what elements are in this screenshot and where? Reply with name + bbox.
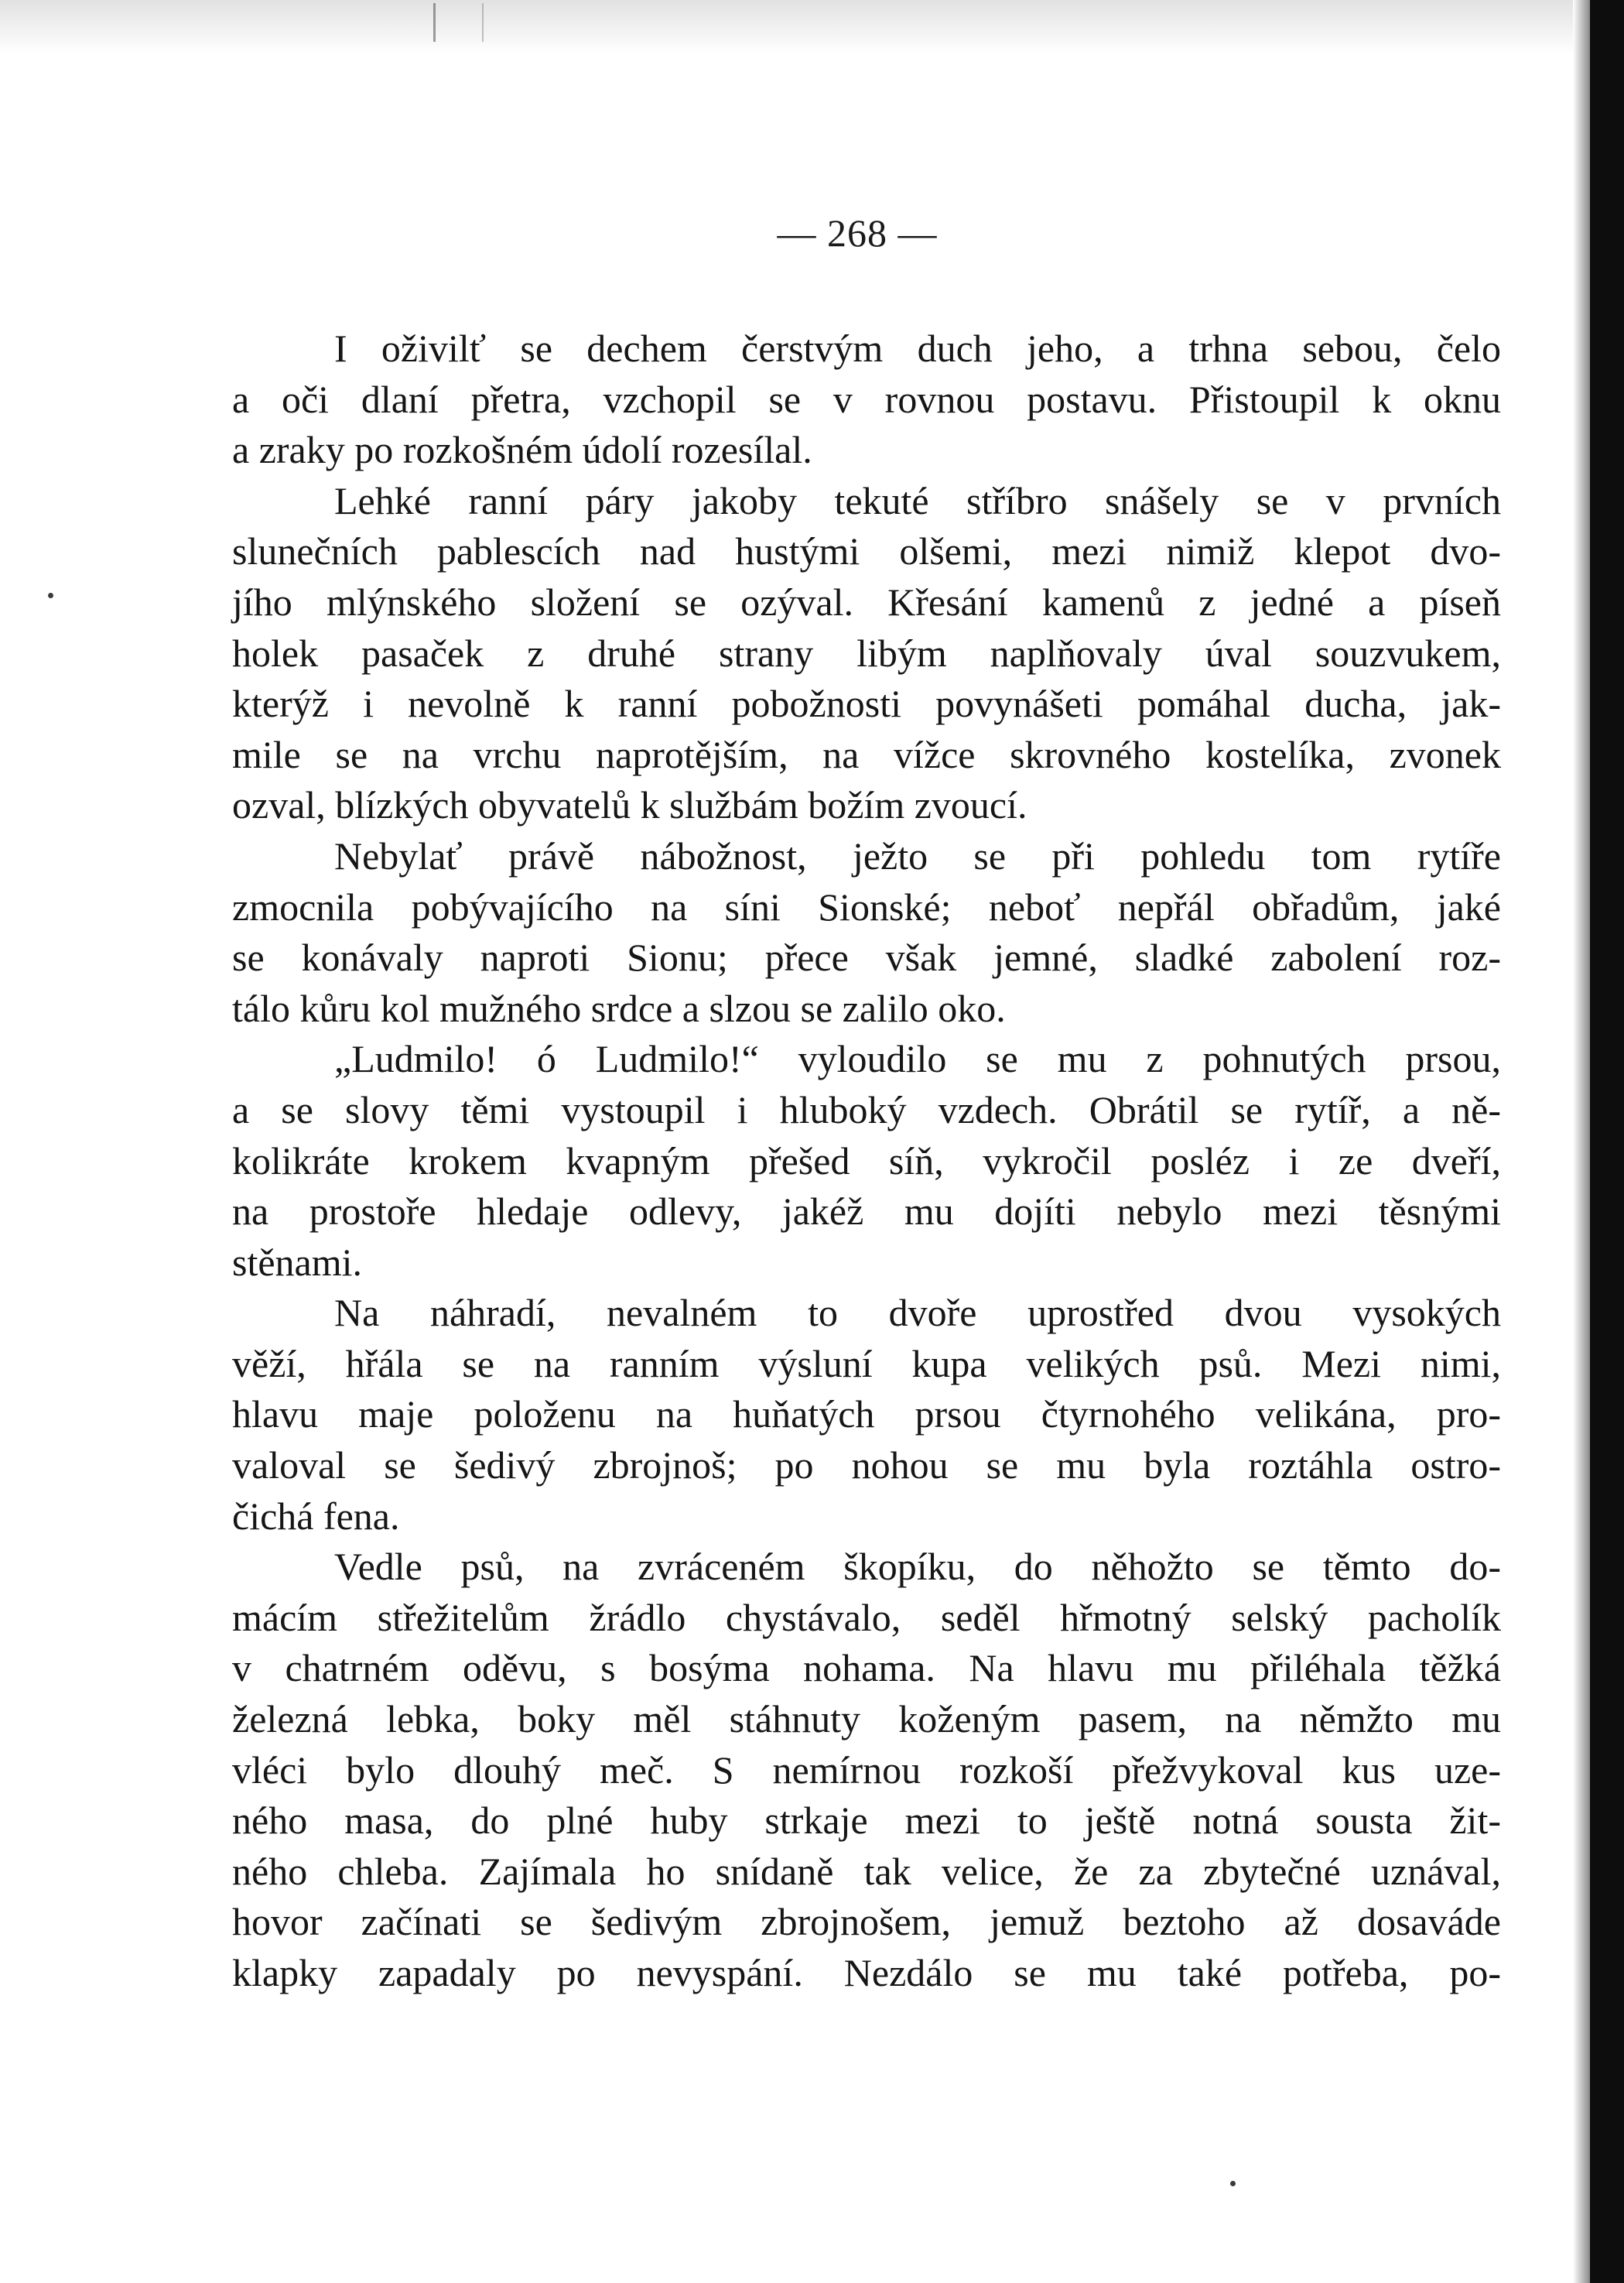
text-line: a zraky po rozkošném údolí rozesílal. [232, 428, 812, 472]
text-line: hovor začínati se šedivým zbrojnošem, jemuž beztoho až dosaváde [232, 1900, 1501, 1944]
bottom-speck [1230, 2181, 1236, 2186]
body-text [232, 323, 1501, 1999]
text-line: Vedle psů, na zvráceném škopíku, do něhožto se těmto do- [334, 1545, 1501, 1589]
scan-right-border [1590, 0, 1624, 2283]
text-line: Na náhradí, nevalném to dvoře uprostřed dvou vysokých [334, 1291, 1501, 1335]
text-line: stěnami. [232, 1240, 363, 1284]
text-line: na prostoře hledaje odlevy, jakéž mu dojíti nebylo mezi těsnými [232, 1189, 1501, 1234]
text-line: kolikráte krokem kvapným přešed síň, vykročil posléz i ze dveří, [232, 1138, 1501, 1183]
scan-fold-marks [433, 3, 484, 42]
text-line: ozval, blízkých obyvatelů k službám božím zvoucí. [232, 783, 1027, 827]
text-line: a oči dlaní přetra, vzchopil se v rovnou postavu. Přistoupil k oknu [232, 377, 1501, 421]
scan-right-shadow [1573, 0, 1590, 2283]
text-line: slunečních pablescích nad hustými olšemi, mezi nimiž klepot dvo- [232, 529, 1501, 573]
text-line: a se slovy těmi vystoupil i hluboký vzdech. Obrátil se rytíř, a ně- [232, 1087, 1501, 1131]
text-line: se konávaly naproti Sionu; přece však jemné, sladké zabolení roz- [232, 936, 1501, 980]
text-line: zmocnila pobývajícího na síni Sionské; neboť nepřál obřadům, jaké [232, 885, 1501, 929]
text-line: ného chleba. Zajímala ho snídaně tak velice, že za zbytečné uznával, [232, 1849, 1501, 1893]
margin-speck [48, 593, 53, 598]
text-line: tálo kůru kol mužného srdce a slzou se zalilo oko. [232, 986, 1006, 1030]
text-line: vléci bylo dlouhý meč. S nemírnou rozkoší přežvykoval kus uze- [232, 1747, 1501, 1792]
text-line: železná lebka, boky měl stáhnuty koženým pasem, na němžto mu [232, 1697, 1501, 1741]
text-line: „Ludmilo! ó Ludmilo!“ vyloudilo se mu z pohnutých prsou, [334, 1037, 1501, 1081]
text-line: mácím střežitelům žrádlo chystávalo, seděl hřmotný selský pacholík [232, 1595, 1501, 1639]
scan-top-shadow [0, 0, 1573, 54]
text-line: mile se na vrchu naprotějším, na vížce skrovného kostelíka, zvonek [232, 732, 1501, 776]
text-line: čichá fena. [232, 1494, 400, 1538]
text-line: valoval se šedivý zbrojnoš; po nohou se mu byla roztáhla ostro- [232, 1443, 1501, 1487]
page-number: — 268 — [777, 211, 938, 255]
text-line: I oživilť se dechem čerstvým duch jeho, a trhna sebou, čelo [334, 327, 1501, 370]
text-line: holek pasaček z druhé strany libým naplňovaly úval souzvukem, [232, 631, 1501, 675]
text-line: klapky zapadaly po nevyspání. Nezdálo se mu také potřeba, po- [232, 1951, 1501, 1994]
text-line: kterýž i nevolně k ranní pobožnosti povynášeti pomáhal ducha, jak- [232, 682, 1501, 726]
text-line: věží, hřála se na ranním výsluní kupa velikých psů. Mezi nimi, [232, 1341, 1501, 1385]
text-line: Nebylať právě nábožnost, ježto se při pohledu tom rytíře [334, 833, 1501, 878]
text-line: Lehké ranní páry jakoby tekuté stříbro snášely se v prvních [334, 478, 1501, 522]
text-line: jího mlýnského složení se ozýval. Křesání kamenů z jedné a píseň [232, 580, 1501, 624]
text-line: hlavu maje položenu na huňatých prsou čtyrnohého velikána, pro- [232, 1392, 1501, 1436]
text-line: ného masa, do plné huby strkaje mezi to ještě notná sousta žit- [232, 1799, 1501, 1843]
text-line: v chatrném oděvu, s bosýma nohama. Na hlavu mu přiléhala těžká [232, 1646, 1501, 1690]
